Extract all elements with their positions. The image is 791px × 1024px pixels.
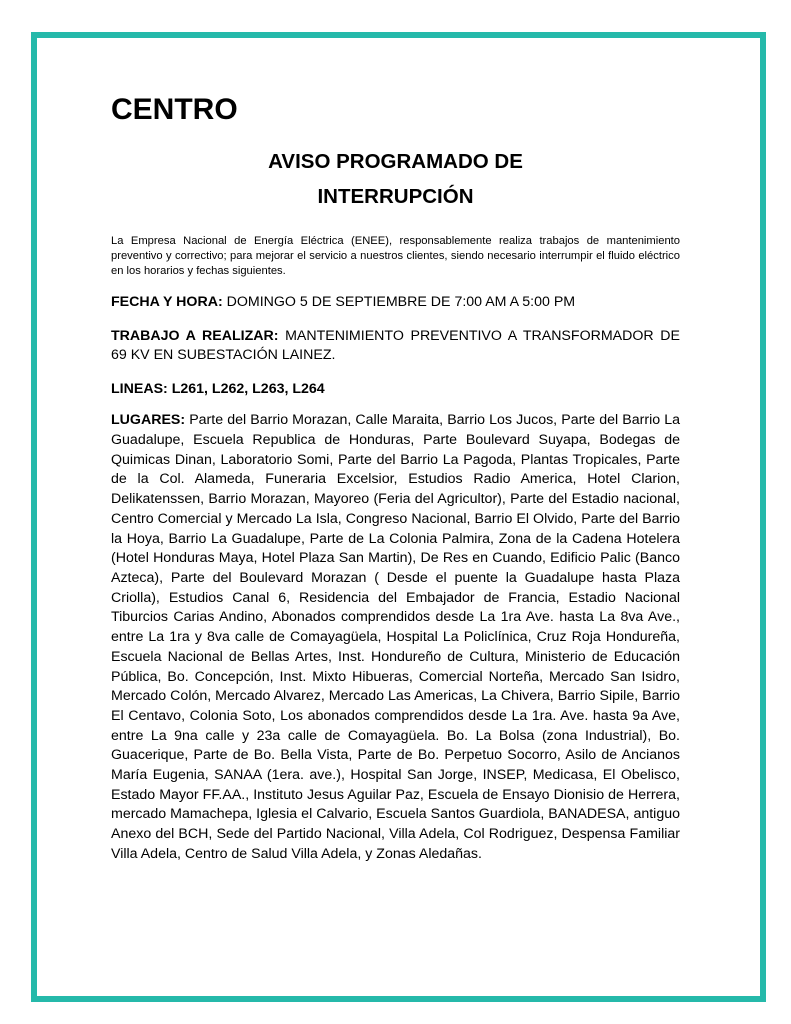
lines-paragraph <box>111 380 680 400</box>
notice-title <box>111 144 680 214</box>
schedule-value: DOMINGO 5 DE SEPTIEMBRE DE 7:00 AM A 5:00 PM <box>222 294 576 310</box>
intro-paragraph: La Empresa Nacional de Energía Eléctrica (ENEE), responsablemente realiza trabajos de mantenimiento preventivo y correctivo; para mejorar el servicio a nuestros clientes, siendo necesario interrumpir el fluido eléctrico en los horarios y fechas siguientes. <box>111 235 680 277</box>
work-label: TRABAJO A REALIZAR: <box>111 327 279 344</box>
places-value: Parte del Barrio Morazan, Calle Maraita, Barrio Los Jucos, Parte del Barrio La Guadalupe, Escuela Republica de Honduras, Parte Boulevard Suyapa, Bodegas de Quimicas Dinan, Laboratorio Somi, Parte del Barrio La Pagoda, Plantas Tropicales, Parte de la Col. Alameda, Funeraria Excelsior, Estudios Radio America, Hotel Clarion, Delikatenssen, Barrio Morazan, Mayoreo (Feria del Agricultor), Parte del Estadio nacional, Centro Comercial y Mercado La Isla, Congreso Nacional, Barrio El Olvido, Parte del Barrio la Hoya, Barrio La Guadalupe, Parte de La Colonia Palmira, Zona de la Cadena Hotelera (Hotel Honduras Maya, Hotel Plaza San Martin), De Res en Cuando, Edificio Palic (Banco Azteca), Parte del Boulevard Morazan ( Desde el puente la Guadalupe hasta Plaza Criolla), Estudios Canal 6, Residencia del Embajador de Francia, Estadio Nacional Tiburcios Carias Andino, Abonados comprendidos desde La 1ra Ave. hasta La 8va Ave., entre La 1ra y 8va calle de Comayagüela, Hospital La Policlínica, Cruz Roja Hondureña, Escuela Nacional de Bellas Artes, Inst. Hondureño de Cultura, Ministerio de Educación Pública, Bo. Concepción, Inst. Mixto Hibueras, Comercial Norteña, Mercado San Isidro, Mercado Colón, Mercado Alvarez, Mercado Las Americas, La Chivera, Barrio Sipile, Barrio El Centavo, Colonia Soto, Los abonados comprendidos desde La 1ra. Ave. hasta 9a Ave, entre La 9na calle y 23a calle de Comayagüela. Bo. La Bolsa (zona Industrial), Bo. Guacerique, Parte de Bo. Bella Vista, Parte de Bo. Perpetuo Socorro, Asilo de Ancianos María Eugenia, SANAA (1era. ave.), Hospital San Jorge, INSEP, Medicasa, El Obelisco, Estado Mayor FF.AA., Instituto Jesus Aguilar Paz, Escuela de Ensayo Dionisio de Herrera, mercado Mamachepa, Iglesia el Calvario, Escuela Santos Guardiola, BANADESA, antiguo Anexo del BCH, Sede del Partido Nacional, Villa Adela, Col Rodriguez, Despensa Familiar Villa Adela, Centro de Salud Villa Adela, y Zonas Aledañas. <box>111 412 680 862</box>
notice-title-line1: AVISO PROGRAMADO DE <box>268 150 523 173</box>
notice-title-line2: INTERRUPCIÓN <box>317 185 474 208</box>
region-heading: CENTRO <box>111 93 238 126</box>
notice-document <box>111 90 680 865</box>
places-label: LUGARES: <box>111 412 186 429</box>
work-value: MANTENIMIENTO PREVENTIVO A TRANSFORMADOR DE 69 KV EN SUBESTACIÓN LAINEZ. <box>111 327 680 364</box>
lines-text: LINEAS: L261, L262, L263, L264 <box>111 380 325 397</box>
schedule-label: FECHA Y HORA: <box>111 294 223 310</box>
work-paragraph <box>111 327 680 366</box>
schedule-paragraph <box>111 293 680 313</box>
places-paragraph <box>111 411 680 864</box>
